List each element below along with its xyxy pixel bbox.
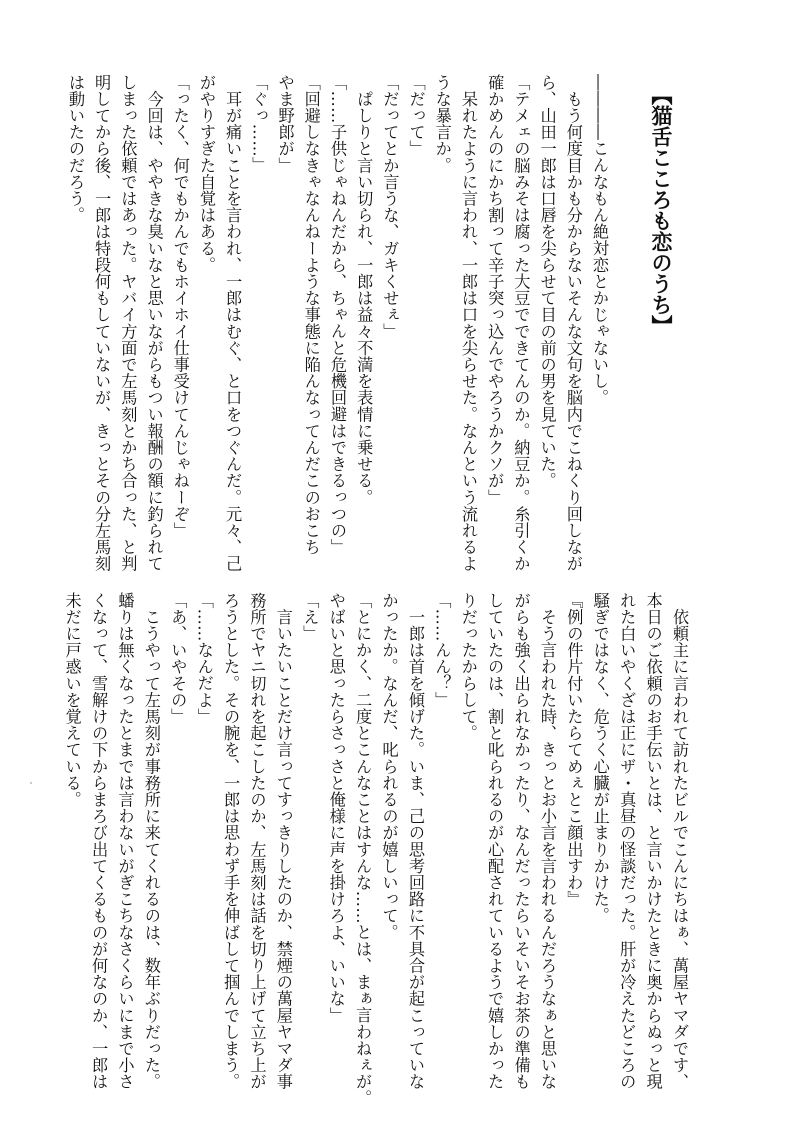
text-column: 耳が痛いことを言われ、一郎はむぐ、と口をつぐんだ。元々、己 <box>223 74 243 572</box>
text-column: 「テメェの脳みそは腐った大豆でできてんのか。納豆か。糸引くか <box>511 74 531 572</box>
title-text: 猫舌こころも恋のうち <box>649 105 673 315</box>
lower-text-block <box>62 592 692 1107</box>
text-column: 務所でヤニ切れを起こしたのか、左馬刻は話を切り上げて立ち上が <box>247 592 267 1090</box>
text-column: もう何度目かも分からないそんな文句を脳内でこねくり回しなが <box>563 74 583 572</box>
text-column: 「あ、いやその」 <box>168 592 188 725</box>
text-column: 「回避しなきゃなんねーような事態に陥んなってんだこのおこち <box>301 74 321 556</box>
text-column: 言いたいことだけ言ってすっきりしたのか、禁煙の萬屋ヤマダ事 <box>273 592 293 1090</box>
title-close-bracket: 】 <box>649 315 673 336</box>
text-column: ――――こんなもん絶対恋とかじゃないし。 <box>590 74 609 406</box>
text-column: 依頼主に言われて訪れたビルでこんにちはぁ、萬屋ヤマダです、 <box>670 592 689 1090</box>
text-column: 一郎は首を傾げた。いま、己の思考回路に不具合が起こっていな <box>405 592 425 1090</box>
text-column: ろうとした。その腕を、一郎は思わず手を伸ばして掴んでしまう。 <box>221 592 241 1090</box>
text-column: りだったからして。 <box>458 592 478 742</box>
text-column: 本日のご依頼のお手伝いとは、と言いかけたときに奥からぬっと現 <box>643 592 663 1090</box>
text-column: がらも強く出られなかったり、なんだったらいそいそお茶の準備も <box>511 592 531 1090</box>
text-column: こうやって左馬刻が事務所に来てくれるのは、数年ぶりだった。 <box>141 592 161 1090</box>
text-column: くなって、雪解けの下からまろび出てくるものが何なのか、一郎は <box>89 592 109 1090</box>
text-column: れた白いやくざは正にザ・真昼の怪談だった。肝が冷えたどころの <box>617 592 637 1090</box>
text-column: しまった依頼ではあった。ヤバイ方面で左馬刻とかち合った、と判 <box>118 74 138 572</box>
text-column: 未だに戸惑いを覚えている。 <box>62 592 82 808</box>
text-column: やま野郎が」 <box>275 74 295 174</box>
text-column: 「……なんだよ」 <box>194 592 214 725</box>
text-column: 「え」 <box>300 592 320 642</box>
text-column: 『例の件片付いたらてめぇとこ顔出すわ』 <box>564 592 584 908</box>
text-column: ぱしりと言い切られ、一郎は益々不満を表情に乗せる。 <box>354 74 374 506</box>
story-title <box>642 84 678 336</box>
text-column: そう言われた時、きっとお小言を言われるんだろうなぁと思いな <box>537 592 557 1090</box>
text-column: は動いたのだろう。 <box>65 74 85 224</box>
text-column: 確かめんのにかち割って辛子突っ込んでやろうかクソが」 <box>485 74 505 506</box>
text-column: 「ぐっ……」 <box>249 74 269 174</box>
text-column: ら、山田一郎は口唇を尖らせて目の前の男を見ていた。 <box>537 74 557 489</box>
text-column: やばいと思ったらさっさと俺様に声を掛けろよ、いいな」 <box>326 592 346 1024</box>
text-column: 「だって」 <box>406 74 426 157</box>
text-column: 「……んん？」 <box>432 592 452 709</box>
text-column: 「とにかく、二度とこんなことはすんな……とは、まぁ言わねぇが。 <box>353 592 373 1107</box>
upper-text-block <box>65 74 612 572</box>
text-column: かったか。なんだ、叱られるのが嬉しいって。 <box>379 592 399 941</box>
text-column: がやりすぎた自覚はある。 <box>196 74 216 274</box>
text-column: うな暴言か。 <box>432 74 452 174</box>
text-column: 「だってとか言うな、ガキくせぇ」 <box>380 74 400 340</box>
text-column: 明してから後、一郎は特段何もしていないが、きっとその分左馬刻 <box>92 74 112 572</box>
text-column: 呆れたように言われ、一郎は口を尖らせた。なんという流れるよ <box>458 74 478 572</box>
text-column: 「ったく、何でもかんでもホイホイ仕事受けてんじゃねーぞ」 <box>170 74 190 539</box>
title-open-bracket: 【 <box>649 84 673 105</box>
scan-speck <box>30 782 32 784</box>
text-column: 蟠りは無くなったとまでは言わないがぎこちなさくらいにまで小さ <box>115 592 135 1090</box>
text-column: していたのは、割と叱られるのが心配されているようで嬉しかった <box>485 592 505 1090</box>
text-column: 騒ぎではなく、危うく心臓が止まりかけた。 <box>590 592 610 924</box>
text-column: 今回は、ややきな臭いなと思いながらもつい報酬の額に釣られて <box>144 74 164 572</box>
text-column: 「……子供じゃねんだから、ちゃんと危機回避はできるっつの」 <box>327 74 347 556</box>
